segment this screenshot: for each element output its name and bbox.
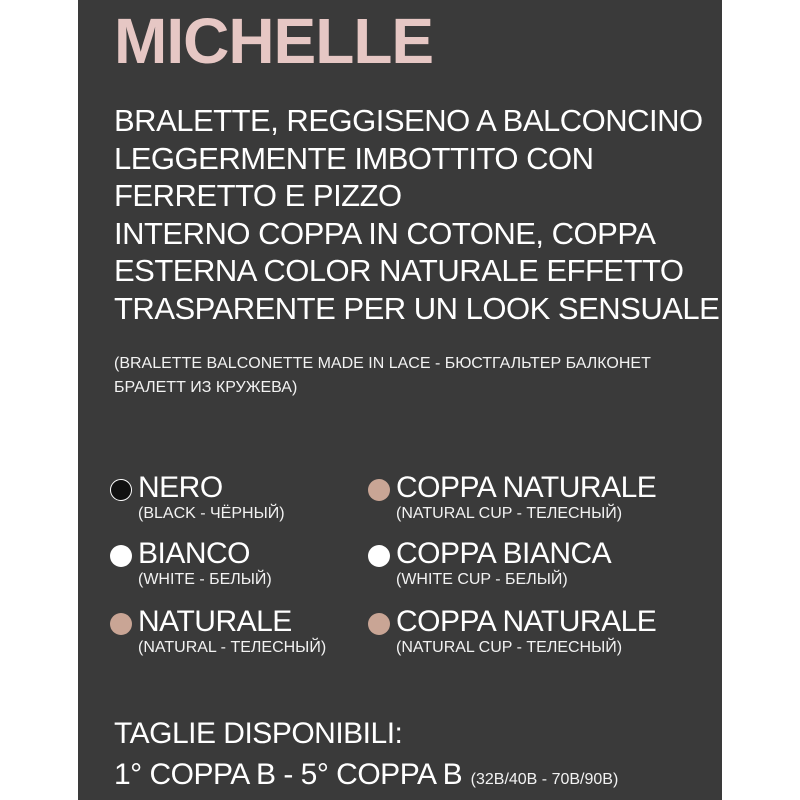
black-dot-icon [110, 479, 132, 501]
color-name: COPPA NATURALE [396, 605, 657, 638]
translation-line: (BRALETTE BALCONETTE MADE IN LACE - БЮСТГАЛЬТЕР БАЛКОНЕТ [114, 355, 651, 372]
description-line: LEGGERMENTE IMBOTTITO CON [114, 140, 594, 176]
color-name: NATURALE [138, 605, 292, 638]
natural-dot-icon [110, 613, 132, 635]
description-line: FERRETTO E PIZZO [114, 178, 402, 213]
sizes-range [114, 755, 618, 800]
white-dot-icon [368, 545, 390, 567]
color-name: COPPA BIANCA [396, 537, 612, 570]
product-translation [114, 352, 651, 400]
description-line: ESTERNA COLOR NATURALE EFFETTO [114, 253, 684, 288]
product-description [114, 102, 719, 327]
description-line: TRASPARENTE PER UN LOOK SENSUALE [114, 290, 720, 326]
color-name: NERO [138, 471, 223, 504]
color-translation: (NATURAL CUP - ТЕЛЕСНЫЙ) [396, 505, 623, 522]
sizes-heading: TAGLIE DISPONIBILI: [114, 717, 403, 750]
color-translation: (NATURAL - ТЕЛЕСНЫЙ) [138, 639, 327, 656]
description-line: INTERNO COPPA IN COTONE, COPPA [114, 215, 656, 251]
natural-dot-icon [368, 479, 390, 501]
white-dot-icon [110, 545, 132, 567]
sizes-range-text: 1° COPPA B - 5° COPPA B [114, 758, 463, 791]
color-translation: (NATURAL CUP - ТЕЛЕСНЫЙ) [396, 639, 623, 656]
color-name: COPPA NATURALE [396, 471, 657, 504]
translation-line: БРАЛЕТТ ИЗ КРУЖЕВА) [114, 379, 298, 396]
product-info-panel [78, 0, 722, 800]
sizes-range-detail: (32B/40B - 70B/90B) [470, 771, 619, 788]
color-name: BIANCO [138, 537, 251, 570]
color-translation: (BLACK - ЧЁРНЫЙ) [138, 505, 285, 522]
color-translation: (WHITE - БЕЛЫЙ) [138, 571, 272, 588]
natural-dot-icon [368, 613, 390, 635]
color-translation: (WHITE CUP - БЕЛЫЙ) [396, 571, 568, 588]
product-title: MICHELLE [114, 5, 434, 77]
description-line: BRALETTE, REGGISENO A BALCONCINO [114, 103, 703, 138]
